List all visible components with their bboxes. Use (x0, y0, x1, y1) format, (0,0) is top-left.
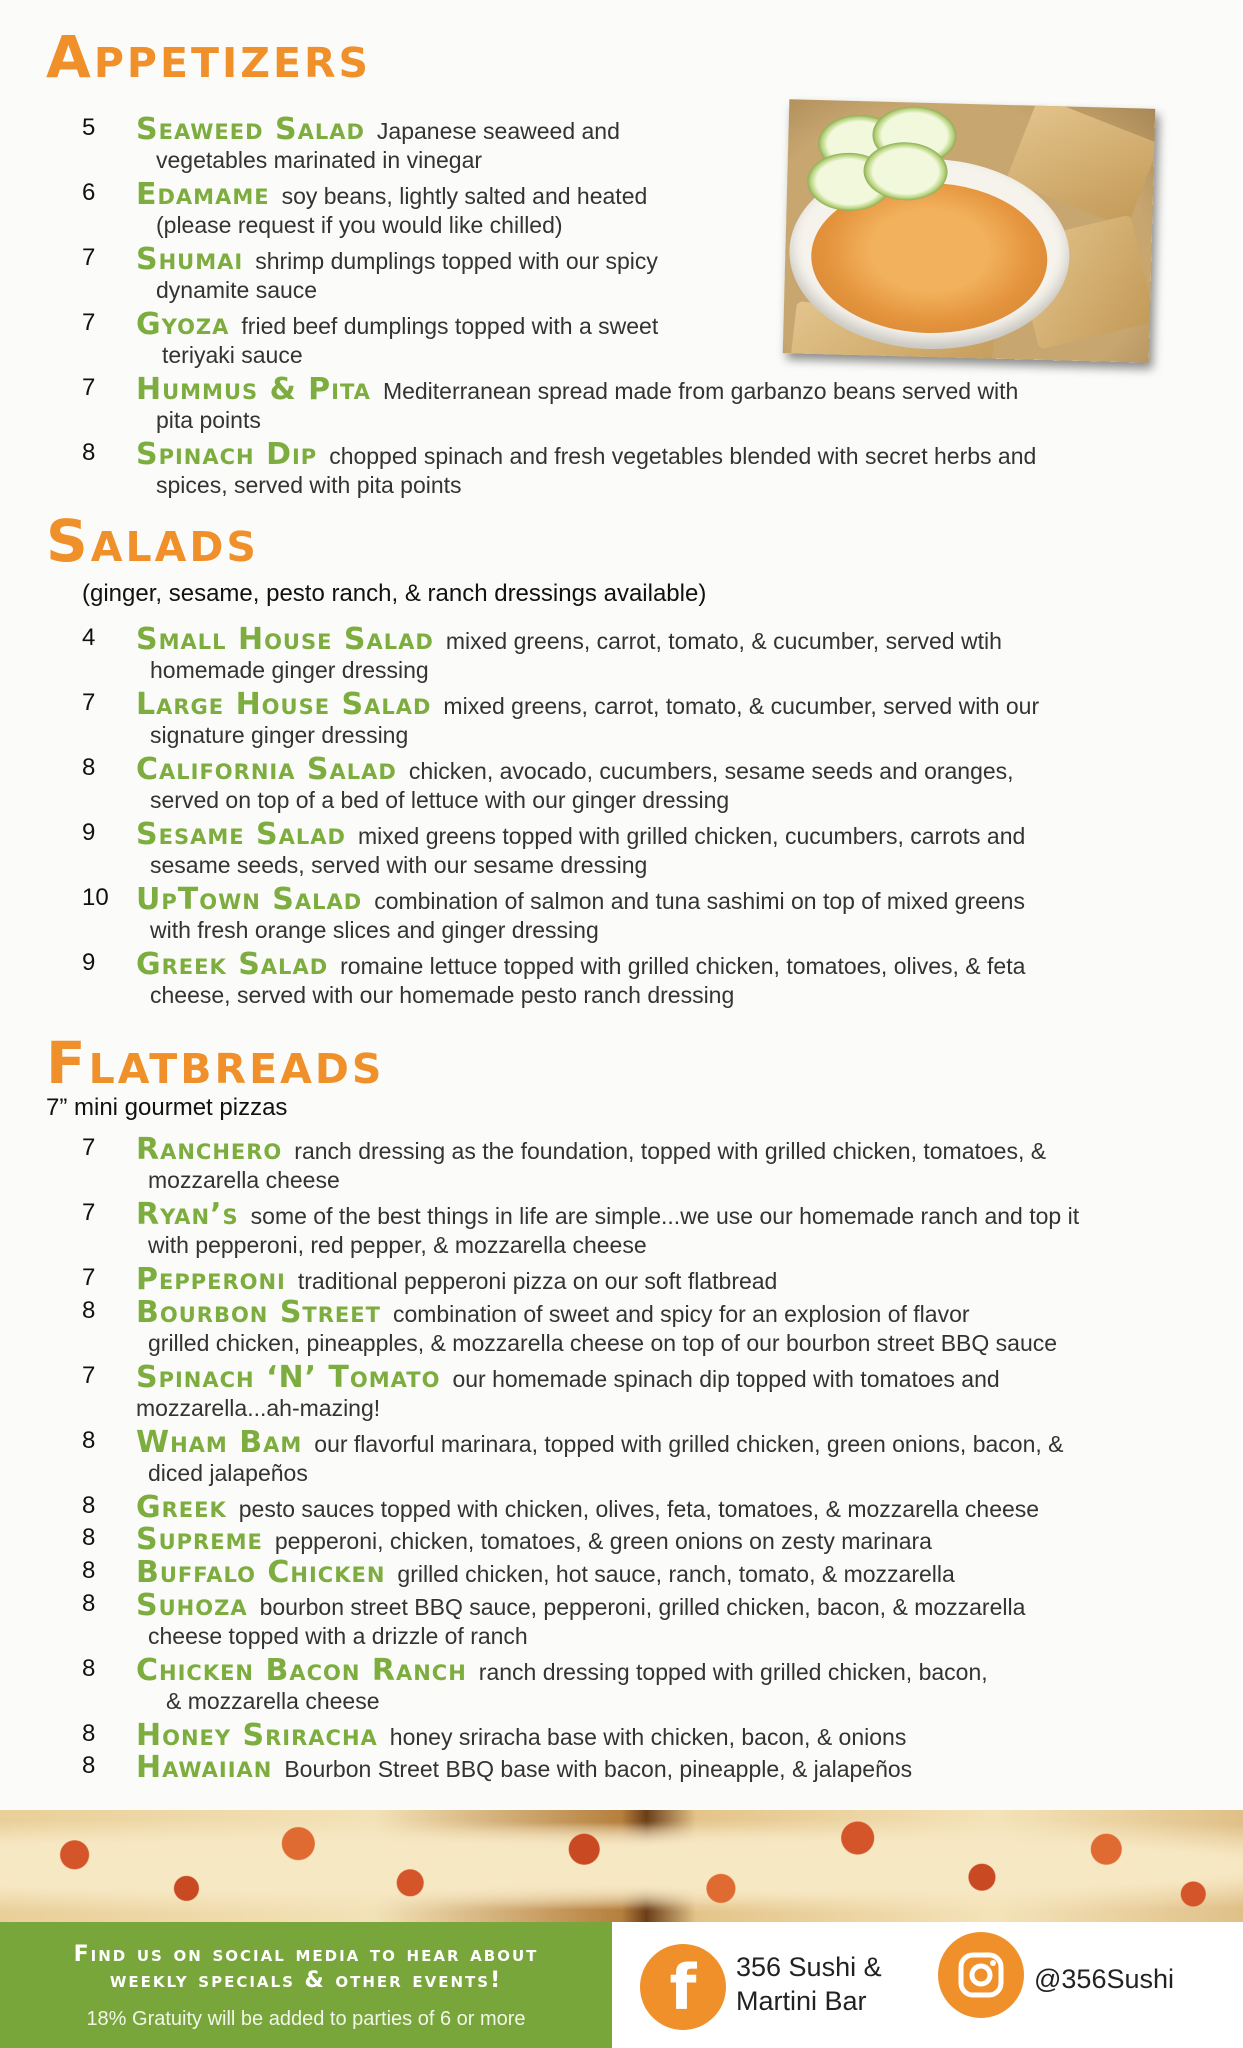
item-name: Spinach ‘N’ Tomato (136, 1360, 441, 1395)
menu-item (0, 437, 1243, 501)
item-price: 6 (82, 179, 96, 206)
item-description-continued: sesame seeds, served with our sesame dressing (150, 852, 648, 878)
item-price: 7 (82, 689, 96, 716)
item-description: chopped spinach and fresh vegetables blended with secret herbs and (329, 443, 1037, 469)
item-name: Suhoza (136, 1588, 248, 1623)
item-price: 8 (82, 1752, 96, 1779)
item-name: Honey Sriracha (136, 1718, 378, 1753)
item-description: shrimp dumplings topped with our spicy (255, 248, 658, 274)
item-description: pesto sauces topped with chicken, olives, feta, tomatoes, & mozzarella cheese (238, 1496, 1040, 1522)
item-price: 7 (82, 1199, 96, 1226)
item-description-continued: spices, served with pita points (156, 472, 462, 498)
salads-dressing-note: (ginger, sesame, pesto ranch, & ranch dressings available) (82, 580, 707, 607)
menu-item (0, 177, 1243, 241)
item-description: grilled chicken, hot sauce, ranch, tomato, & mozzarella (397, 1561, 955, 1587)
item-description-continued: grilled chicken, pineapples, & mozzarella cheese on top of our bourbon street BBQ sauce (148, 1330, 1058, 1356)
item-description-continued: pita points (156, 407, 261, 433)
menu-item (0, 1588, 1243, 1652)
item-price: 7 (82, 309, 96, 336)
item-description: mixed greens, carrot, tomato, & cucumber, served with our (443, 693, 1040, 719)
footer-social-panel (0, 1922, 612, 2048)
item-description-continued: & mozzarella cheese (166, 1688, 380, 1714)
item-name: Ryan’s (136, 1197, 239, 1232)
social-callout-line2: weekly specials & other events! (109, 1968, 503, 1993)
item-name: Greek Salad (136, 947, 329, 982)
item-description: mixed greens topped with grilled chicken, cucumbers, carrots and (357, 823, 1026, 849)
item-description-continued: served on top of a bed of lettuce with our ginger dressing (150, 787, 730, 813)
menu-item (0, 1197, 1243, 1261)
menu-item (0, 1653, 1243, 1717)
item-price: 8 (82, 1655, 96, 1682)
item-name: Bourbon Street (136, 1295, 381, 1330)
item-name: Small House Salad (136, 622, 434, 657)
item-description: pepperoni, chicken, tomatoes, & green onions on zesty marinara (274, 1528, 932, 1554)
instagram-icon[interactable] (938, 1932, 1024, 2018)
item-price: 8 (82, 1590, 96, 1617)
item-description-continued: cheese topped with a drizzle of ranch (148, 1623, 528, 1649)
item-price: 7 (82, 1362, 96, 1389)
item-name: Hummus & Pita (136, 372, 371, 407)
pizza-banner-photo (0, 1810, 1243, 1922)
item-name: Wham Bam (136, 1425, 303, 1460)
flatbreads-heading: Flatbreads (46, 1029, 385, 1097)
menu-item (0, 817, 1243, 881)
item-description: fried beef dumplings topped with a sweet (241, 313, 659, 339)
item-description: Mediterranean spread made from garbanzo beans served with (382, 378, 1019, 404)
item-price: 8 (82, 1297, 96, 1324)
item-price: 7 (82, 1134, 96, 1161)
menu-item (0, 1425, 1243, 1489)
facebook-page-name[interactable]: 356 Sushi & Martini Bar (736, 1952, 882, 2016)
menu-item (0, 1295, 1243, 1359)
item-name: UpTown Salad (136, 882, 363, 917)
item-name: Sesame Salad (136, 817, 346, 852)
item-price: 5 (82, 114, 96, 141)
item-description: some of the best things in life are simple...we use our homemade ranch and top it (250, 1203, 1080, 1229)
item-name: Chicken Bacon Ranch (136, 1653, 467, 1688)
item-description: Bourbon Street BBQ base with bacon, pineapple, & jalapeños (284, 1756, 913, 1782)
item-description-continued: mozzarella...ah-mazing! (136, 1395, 381, 1421)
item-name: Large House Salad (136, 687, 432, 722)
item-description-continued: with fresh orange slices and ginger dressing (150, 917, 599, 943)
item-price: 4 (82, 624, 96, 651)
item-price: 10 (82, 884, 109, 911)
item-price: 8 (82, 1492, 96, 1519)
item-description: chicken, avocado, cucumbers, sesame seeds and oranges, (408, 758, 1014, 784)
facebook-icon[interactable]: f (640, 1944, 726, 2030)
menu-item (0, 1360, 1243, 1424)
item-description-continued: diced jalapeños (148, 1460, 308, 1486)
item-price: 8 (82, 1557, 96, 1584)
menu-item (0, 1132, 1243, 1196)
item-name: Shumai (136, 242, 244, 277)
item-price: 9 (82, 949, 96, 976)
item-description: mixed greens, carrot, tomato, & cucumber, served wtih (445, 628, 1002, 654)
item-name: Ranchero (136, 1132, 283, 1167)
item-description: combination of sweet and spicy for an explosion of flavor (392, 1301, 970, 1327)
item-name: Greek (136, 1490, 227, 1525)
item-description: soy beans, lightly salted and heated (281, 183, 648, 209)
item-description: romaine lettuce topped with grilled chicken, tomatoes, olives, & feta (340, 953, 1026, 979)
item-description-continued: vegetables marinated in vinegar (156, 147, 483, 173)
salads-heading: Salads (46, 507, 259, 575)
menu-item (0, 622, 1243, 686)
menu-item (0, 947, 1243, 1011)
item-price: 7 (82, 1264, 96, 1291)
item-name: Seaweed Salad (136, 112, 365, 147)
item-name: Gyoza (136, 307, 230, 342)
item-price: 7 (82, 244, 96, 271)
item-description-continued: homemade ginger dressing (150, 657, 429, 683)
item-description: Japanese seaweed and (376, 118, 620, 144)
item-description: bourbon street BBQ sauce, pepperoni, grilled chicken, bacon, & mozzarella (259, 1594, 1026, 1620)
menu-item (0, 112, 1243, 176)
menu-item (0, 752, 1243, 816)
item-description: traditional pepperoni pizza on our soft flatbread (297, 1268, 778, 1294)
item-price: 8 (82, 1720, 96, 1747)
item-description: our flavorful marinara, topped with grilled chicken, green onions, bacon, & (314, 1431, 1064, 1457)
item-price: 8 (82, 1524, 96, 1551)
gratuity-note: 18% Gratuity will be added to parties of 6 or more (86, 2008, 526, 2030)
menu-item (0, 687, 1243, 751)
item-price: 7 (82, 374, 96, 401)
item-description: ranch dressing topped with grilled chicken, bacon, (478, 1659, 988, 1685)
item-name: California Salad (136, 752, 397, 787)
item-description: ranch dressing as the foundation, topped with grilled chicken, tomatoes, & (294, 1138, 1047, 1164)
item-price: 8 (82, 754, 96, 781)
menu-item (0, 1750, 1243, 1814)
item-description-continued: mozzarella cheese (148, 1167, 340, 1193)
item-description: combination of salmon and tuna sashimi on top of mixed greens (374, 888, 1025, 914)
item-description-continued: with pepperoni, red pepper, & mozzarella cheese (148, 1232, 647, 1258)
item-name: Edamame (136, 177, 270, 212)
menu-item (0, 882, 1243, 946)
item-name: Supreme (136, 1522, 263, 1557)
item-description: our homemade spinach dip topped with tomatoes and (452, 1366, 1000, 1392)
item-name: Pepperoni (136, 1262, 286, 1297)
menu-item (0, 242, 1243, 306)
item-name: Spinach Dip (136, 437, 318, 472)
item-price: 9 (82, 819, 96, 846)
social-callout-line1: Find us on social media to hear about (73, 1942, 539, 1967)
appetizers-heading: Appetizers (46, 23, 372, 91)
instagram-handle[interactable]: @356Sushi (1034, 1964, 1174, 1994)
item-name: Hawaiian (136, 1750, 273, 1785)
footer-social-links (612, 1922, 1243, 2048)
item-description-continued: dynamite sauce (156, 277, 318, 303)
item-description-continued: signature ginger dressing (150, 722, 409, 748)
menu-item (0, 372, 1243, 436)
item-price: 8 (82, 439, 96, 466)
item-description: honey sriracha base with chicken, bacon, & onions (389, 1724, 907, 1750)
item-description-continued: (please request if you would like chilled) (156, 212, 563, 238)
item-price: 8 (82, 1427, 96, 1454)
flatbreads-note: 7” mini gourmet pizzas (46, 1094, 288, 1121)
item-description-continued: teriyaki sauce (162, 342, 303, 368)
item-description-continued: cheese, served with our homemade pesto ranch dressing (150, 982, 735, 1008)
menu-item (0, 307, 1243, 371)
item-name: Buffalo Chicken (136, 1555, 386, 1590)
